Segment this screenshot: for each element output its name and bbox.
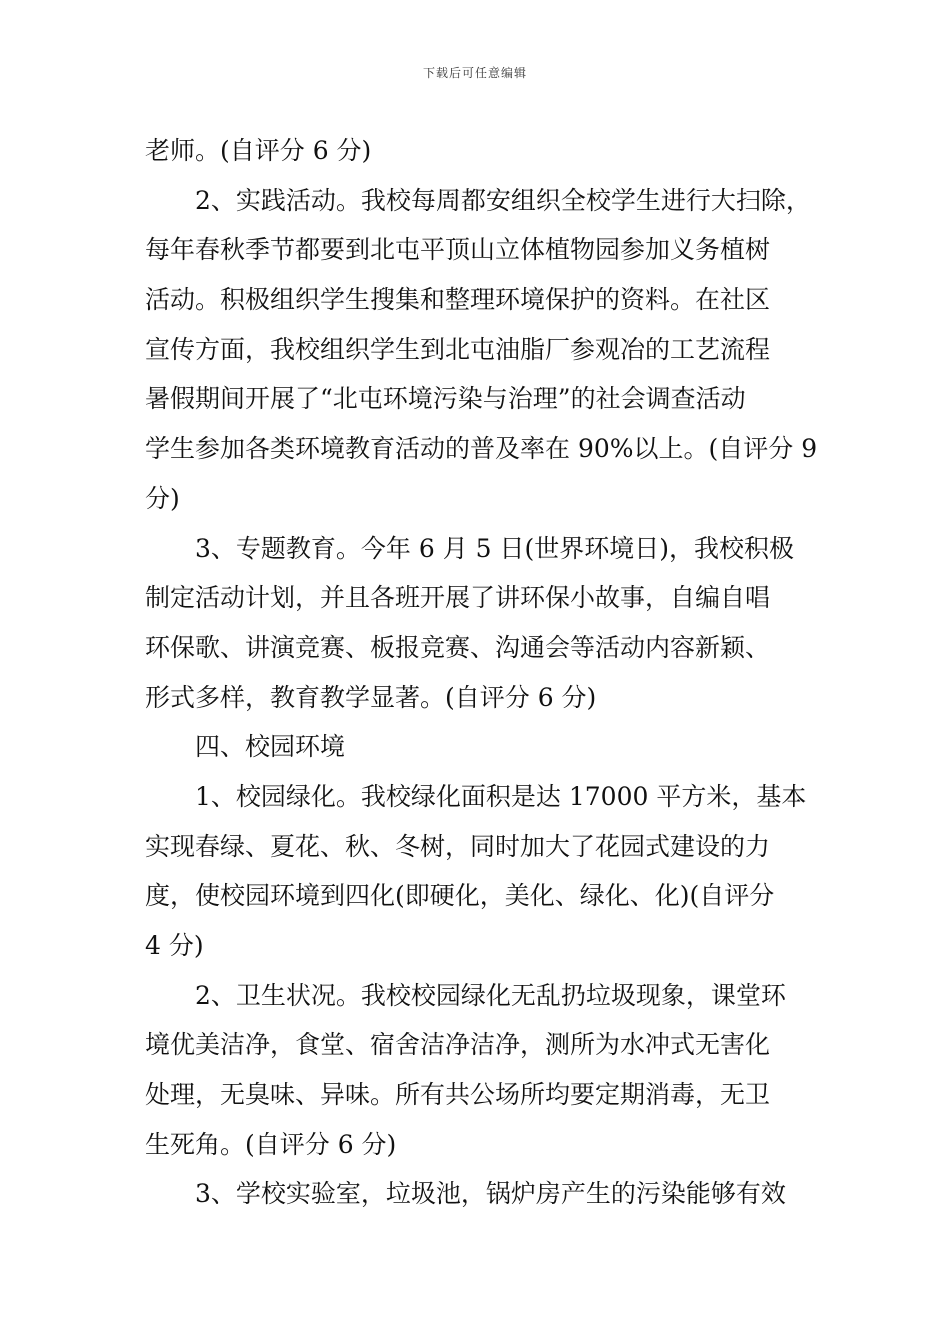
page-header: 下载后可任意编辑 [422,66,527,80]
document-body [145,126,818,1219]
text-line: 四、校园环境 [195,732,346,762]
text-line: 宣传方面，我校组织学生到北屯油脂厂参观冶的工艺流程 [145,334,771,364]
text-line: 4 分) [145,931,204,960]
text-line: 每年春秋季节都要到北屯平顶山立体植物园参加义务植树 [145,235,771,265]
text-line: 形式多样，教育教学显著。(自评分 6 分) [145,682,597,712]
text-line: 老师。(自评分 6 分) [145,136,372,165]
text-line: 3、专题教育。今年 6 月 5 日(世界环境日)，我校积极 [195,533,795,563]
text-line: 1、校园绿化。我校绿化面积是达 17000 平方米，基本 [195,781,807,811]
text-line: 制定活动计划，并且各班开展了讲环保小故事，自编自唱 [145,583,771,613]
text-line: 学生参加各类环境教育活动的普及率在 90%以上。(自评分 9 [145,434,818,464]
text-line: 环保歌、讲演竞赛、板报竞赛、沟通会等活动内容新颖、 [145,632,771,662]
text-line: 3、学校实验室，垃圾池，锅炉房产生的污染能够有效 [195,1179,786,1209]
text-line: 实现春绿、夏花、秋、冬树，同时加大了花园式建设的力 [145,831,771,861]
text-line: 2、卫生状况。我校校园绿化无乱扔垃圾现象，课堂环 [195,980,786,1010]
text-line: 境优美洁净，食堂、宿舍洁净洁净，测所为水冲式无害化 [145,1030,771,1060]
text-line: 处理，无臭味、异味。所有共公场所均要定期消毒，无卫 [145,1080,771,1110]
text-line: 生死角。(自评分 6 分) [145,1129,397,1159]
text-line: 暑假期间开展了“北屯环境污染与治理”的社会调查活动 [145,384,746,414]
text-line: 活动。积极组织学生搜集和整理环境保护的资料。在社区 [145,285,771,315]
text-line: 分) [145,483,180,513]
text-line: 2、实践活动。我校每周都安组织全校学生进行大扫除， [195,185,811,215]
text-line: 度，使校园环境到四化(即硬化，美化、绿化、化)(自评分 [145,881,775,911]
